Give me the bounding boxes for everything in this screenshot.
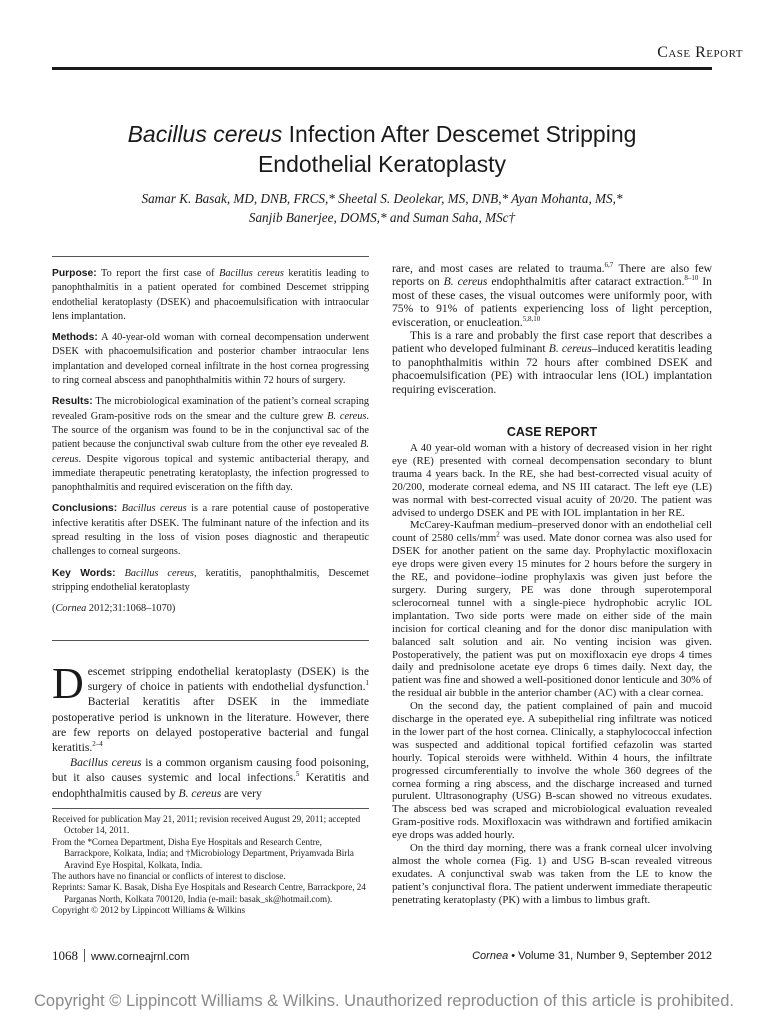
author-list [52,189,712,227]
abstract [52,267,369,624]
journal-name: Cornea [472,950,509,962]
footnotes [52,814,369,917]
section-label: Case Report [657,44,743,61]
footnote-affiliations: From the *Cornea Department, Disha Eye Hospitals and Research Centre, Barrackpore, Kolkata, India; and †Microbiology Department, Priyamvada Birla Aravind Eye Hospital, Kolkata, India. [52,836,354,870]
title-organism: Bacillus cereus [127,121,283,147]
intro-paragraph-2: Bacillus cereus is a common organism causing food poisoning, but it also causes systemic and local infections.$^5$ Keratitis and endophthalmitis caused by B. cereus are very [52,756,369,800]
case-paragraph-1: A 40 year-old woman with a history of decreased vision in her right eye (RE) presented with corneal decompensation secondary to blunt trauma 4 years back. In the RE, she had best-corrected visual acuity of 20/200, moderate corneal edema, and NS III cataract. The left eye (LE) was normal with best-corrected visual acuity of 20/20. The patient was advised to undergo DSEK and PE with IOL implantation in her RE. [392,442,712,519]
authors-line1: Samar K. Basak, MD, DNB, FRCS,* Sheetal S. Deolekar, MS, DNB,* Ayan Mohanta, MS,* [141,191,623,206]
abstract-conclusions: Conclusions: Bacillus cereus is a rare potential cause of postoperative infective keratitis after DSEK. The fulminant nature of the infection and its spread resulting in the loss of vision poses diagnostic and therapeutic challenges to corneal surgeons. [52,503,369,558]
footnote-conflicts: The authors have no financial or conflicts of interest to disclose. [52,871,286,882]
drop-cap: D [52,659,84,708]
header-rule [52,67,712,70]
journal-volume: • Volume 31, Number 9, September 2012 [508,950,712,962]
abstract-methods: Methods: A 40-year-old woman with corneal decompensation underwent DSEK with phacoemulsification and posterior chamber intraocular lens implantation and developed corneal infiltrate in the host cornea progressing to ring corneal abscess and panophthalmitis within 72 hours of surgery. [52,332,369,387]
intro-continued [392,262,712,396]
copyright-watermark: Copyright © Lippincott Williams & Wilkins. Unauthorized reproduction of this article is prohibited. [34,992,734,1010]
abstract-top-rule [52,256,369,257]
footer-divider [84,949,85,962]
abstract-purpose: Purpose: To report the first case of Bacillus cereus keratitis leading to panophthalmitis in a patient operated for combined Descemet stripping endothelial keratoplasty (DSEK) and phacoemulsification with intraocular lens implantation. [52,268,369,322]
journal-website-link[interactable]: www.corneajrnl.com [91,951,190,963]
authors-line2: Sanjib Banerjee, DOMS,* and Suman Saha, MSc† [248,210,516,225]
page-footer-left [52,948,189,964]
abstract-results: Results: The microbiological examination of the patient’s corneal scraping revealed Gram-positive rods on the smear and the culture grew B. cereus. The source of the organism was found to be in the conjunctival sac of the patient because the conjunctival swab culture from the other eye revealed B. cereus. Despite vigorous topical and systemic antibacterial therapy, and immediate therapeutic penetrating keratoplasty, the infection progressed to panophthalmitis and required evisceration on the fifth day. [52,396,369,494]
page-number: 1068 [52,948,78,963]
right-paragraph-2: This is a rare and probably the first case report that describes a patient who developed fulminant B. cereus–induced keratitis leading to panophthalmitis within 72 hours after combined DSEK and phacoemulsification (PE) with intraocular lens (IOL) implantation requiring evisceration. [392,329,712,396]
footnote-reprints: Reprints: Samar K. Basak, Disha Eye Hospitals and Research Centre, Barrackpore, 24 Parganas North, Kolkata 700120, India (e-mail: basak_sk@hotmail.com). [52,882,366,904]
article-title [52,119,712,179]
case-paragraph-2: McCarey-Kaufman medium–preserved donor with an endothelial cell count of 2580 cells/$mm^2$ was used. Mate donor cornea was also used for DSEK for another patient on the same day. Prophylactic moxifloxacin eye drops were given every 15 minutes for 2 hours before the surgery in the RE, and povidone–iodine prophylaxis was given just before the surgery. During surgery, PE was done through superotemporal sclerocorneal tunnel with a single-piece hydrophobic acrylic IOL implantation. Two side ports were made on either side of the main incision for cortical cleaning and for the donor disc manipulation with balanced salt solution and air. No venting incision was given. Postoperatively, the patient was put on moxifloxacin eye drops 4 times daily and prednisolone acetate eye drops 6 times daily. Next day, the patient was fine and showed a well-positioned donor lenticule and 30% of the residual air bubble in the anterior chamber (AC) with a clear cornea. [392,519,712,700]
footnote-received: Received for publication May 21, 2011; revision received August 29, 2011; accepted October 14, 2011. [52,814,361,836]
title-line2: Endothelial Keratoplasty [257,151,507,177]
case-paragraph-3: On the second day, the patient complained of pain and mucoid discharge in the operated eye. A subepithelial ring infiltrate was noticed in the lower part of the host cornea. Clinically, a staphylococcal infection was suspected and additional topical fortified cefazolin was started hourly. Topical steroids were withheld. Within 4 hours, the infiltrate progressed circumferentially to involve the whole 360 degrees of the cornea forming a ring abscess, and the discharge increased and turned purulent. Ultrasonography (USG) B-scan showed no vitreous exudates. The abscess bed was scraped and microbiological evaluation revealed Gram-positive rods. Moxifloxacin was withdrawn and fortified amikacin eye drops was added hourly. [392,700,712,842]
footnote-rule [52,808,369,809]
footnote-copyright: Copyright © 2012 by Lippincott Williams & Wilkins [52,905,246,916]
case-report-heading: CASE REPORT [506,425,598,439]
introduction [52,659,369,801]
case-paragraph-4: On the third day morning, there was a frank corneal ulcer involving almost the whole cornea (Fig. 1) and USG B-scan revealed vitreous exudates. A conjunctival swab was taken from the LE to know the patient’s conjunctival flora. The patient underwent immediate therapeutic penetrating keratoplasty (PK) with a limbus to limbus graft. [392,842,712,906]
journal-info [392,950,712,962]
abstract-citation: (Cornea 2012;31:1068–1070) [52,603,176,615]
case-report-body [392,442,712,907]
right-paragraph-1: rare, and most cases are related to trauma.$^{6,7}$ There are also few reports on B. cereus endophthalmitis after cataract extraction.$^{8-10}$ In most of these cases, the visual outcomes were uniformly poor, with 75% to 91% of patients experiencing loss of light perception, evisceration, or enucleation.$^{5,8,10}$ [392,261,712,329]
abstract-keywords: Key Words: Bacillus cereus, keratitis, panophthalmitis, Descemet stripping endothelial keratoplasty [52,567,370,593]
title-line1: Infection After Descemet Stripping [282,121,637,147]
abstract-bottom-rule [52,640,369,641]
intro-paragraph-1: Descemet stripping endothelial keratoplasty (DSEK) is the surgery of choice in patients with endothelial dysfunction.$^1$ Bacterial keratitis after DSEK in the immediate postoperative period is unknown in the literature. However, there are few reports on delayed postoperative bacterial and fungal keratitis.$^{2-4}$ [52,659,369,755]
